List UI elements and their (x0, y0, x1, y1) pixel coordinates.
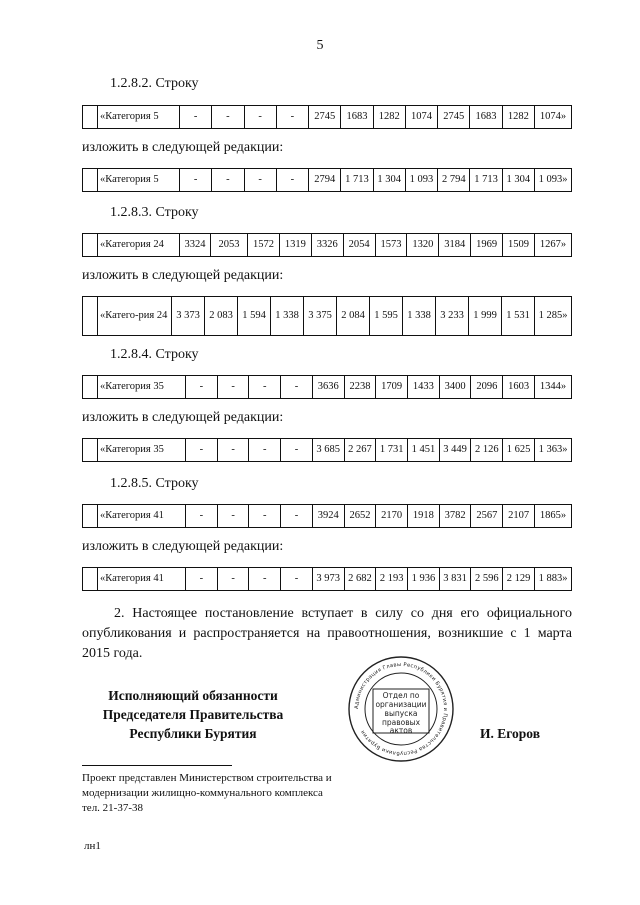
table-cell: 1 451 (408, 439, 440, 462)
table-cell: 1573 (375, 234, 407, 257)
table-cell: 1 093 (405, 169, 437, 192)
footnote-line: Проект представлен Министерством строительства и (82, 772, 332, 784)
section-heading: 1.2.8.3. Строку (110, 205, 199, 220)
category-cell: «Категория 41 (98, 568, 186, 591)
table-cell: 1 093» (535, 169, 572, 192)
signatory-title (82, 686, 304, 743)
edit-instruction: изложить в следующей редакции: (82, 140, 284, 155)
table-cell: 3 449 (439, 439, 471, 462)
table-cell: 1 713 (341, 169, 373, 192)
table-cell: 1 595 (370, 297, 403, 336)
section-heading: 1.2.8.2. Строку (110, 76, 199, 91)
table-cell: 1319 (279, 234, 311, 257)
table-cell: 1918 (408, 505, 440, 528)
table-cell: - (244, 106, 276, 129)
old-row-table (82, 375, 572, 399)
table-cell: - (180, 169, 212, 192)
old-row-table (82, 504, 572, 528)
table-cell: 1433 (408, 376, 440, 399)
table-cell: - (281, 505, 313, 528)
table-cell: 1683 (470, 106, 502, 129)
table-cell (83, 297, 98, 336)
table-cell: 2 083 (205, 297, 238, 336)
table-cell: 3400 (439, 376, 471, 399)
category-cell: «Категория 5 (98, 169, 180, 192)
table-row (83, 106, 572, 129)
table-cell: 1 713 (470, 169, 502, 192)
table-cell: 3636 (312, 376, 344, 399)
signatory-name: И. Егоров (480, 726, 541, 741)
table-cell: 1 304 (502, 169, 534, 192)
new-row-table (82, 168, 572, 192)
table-cell: - (276, 169, 308, 192)
table-cell: - (249, 568, 281, 591)
table-cell: 2053 (211, 234, 248, 257)
table-cell: 1 936 (408, 568, 440, 591)
table-cell: 1509 (503, 234, 535, 257)
table-cell: 1267» (535, 234, 572, 257)
table-cell: 2745 (309, 106, 341, 129)
old-row-table (82, 233, 572, 257)
table-cell: 1074 (405, 106, 437, 129)
stamp-text: Отдел по (382, 691, 420, 700)
table-cell: - (212, 169, 244, 192)
table-row (83, 297, 572, 336)
stamp-text: правовых (381, 718, 421, 727)
table-cell: - (276, 106, 308, 129)
table-cell: 1 731 (376, 439, 408, 462)
table-cell: 2 193 (376, 568, 408, 591)
table-cell: - (281, 439, 313, 462)
table-cell: 1709 (376, 376, 408, 399)
table-cell: 2 084 (337, 297, 370, 336)
table-cell: 1 304 (373, 169, 405, 192)
effective-date-paragraph: 2. Настоящее постановление вступает в силу со дня его официального опубликования и распространяется на правоотношения, возникшие с 1 марта 2015 года. (82, 606, 572, 661)
category-cell: «Категория 41 (98, 505, 186, 528)
table-cell: 2 794 (438, 169, 470, 192)
table-row (83, 376, 572, 399)
edit-instruction: изложить в следующей редакции: (82, 268, 284, 283)
table-cell: 1 531 (502, 297, 535, 336)
table-cell: 3 973 (312, 568, 344, 591)
table-cell: 1 999 (469, 297, 502, 336)
table-cell: 3184 (439, 234, 471, 257)
table-cell: 1 883» (535, 568, 572, 591)
footnote-line: тел. 21-37-38 (82, 802, 144, 814)
new-row-table (82, 296, 572, 336)
table-cell: 2170 (376, 505, 408, 528)
table-cell: 1865» (535, 505, 572, 528)
table-cell: 2 267 (344, 439, 376, 462)
table-cell: 1 338 (271, 297, 304, 336)
table-cell: 1683 (341, 106, 373, 129)
table-cell: - (217, 439, 249, 462)
category-cell: «Категория 35 (98, 439, 186, 462)
table-cell: 2 126 (471, 439, 503, 462)
table-cell: - (186, 439, 218, 462)
footnote-divider (82, 765, 232, 766)
signatory-title-line: Исполняющий обязанности (108, 688, 278, 703)
table-cell (83, 439, 98, 462)
table-row (83, 568, 572, 591)
table-cell: - (186, 376, 218, 399)
document-code: лн1 (84, 840, 101, 852)
table-cell: 1603 (503, 376, 535, 399)
table-cell: 2794 (309, 169, 341, 192)
table-cell: 3 373 (172, 297, 205, 336)
table-cell: 2107 (503, 505, 535, 528)
table-cell (83, 376, 98, 399)
new-row-table (82, 438, 572, 462)
table-row (83, 234, 572, 257)
table-cell (83, 568, 98, 591)
table-cell: 1 338 (403, 297, 436, 336)
table-cell: 3 233 (436, 297, 469, 336)
section-heading: 1.2.8.5. Строку (110, 476, 199, 491)
table-cell: - (217, 568, 249, 591)
table-cell (83, 169, 98, 192)
stamp-ring-text: Администрация Главы Республики Бурятия и Правительства Республики Бурятия (353, 661, 449, 757)
table-cell: 1 285» (535, 297, 572, 336)
table-cell: 2096 (471, 376, 503, 399)
table-cell: 1572 (248, 234, 280, 257)
section-heading: 1.2.8.4. Строку (110, 347, 199, 362)
table-cell: 1969 (471, 234, 503, 257)
table-cell: - (249, 505, 281, 528)
signatory-title-line: Республики Бурятия (129, 726, 257, 741)
table-cell (83, 234, 98, 257)
table-cell: 1 594 (238, 297, 271, 336)
table-row (83, 505, 572, 528)
table-cell: 3326 (311, 234, 343, 257)
table-cell: 2238 (344, 376, 376, 399)
stamp-text: организации (375, 700, 427, 709)
table-cell: 3 685 (312, 439, 344, 462)
stamp-text: актов (389, 726, 413, 735)
category-cell: «Катего-рия 24 (98, 297, 172, 336)
table-cell: - (281, 376, 313, 399)
table-cell: 3 831 (439, 568, 471, 591)
edit-instruction: изложить в следующей редакции: (82, 410, 284, 425)
table-cell: - (281, 568, 313, 591)
table-cell: 3782 (439, 505, 471, 528)
table-cell (83, 106, 98, 129)
table-cell: 2567 (471, 505, 503, 528)
table-cell: - (249, 439, 281, 462)
table-cell: 1 363» (535, 439, 572, 462)
table-cell: 1344» (535, 376, 572, 399)
table-cell: 2745 (438, 106, 470, 129)
table-cell: 3324 (180, 234, 211, 257)
table-cell: 2 682 (344, 568, 376, 591)
table-cell: - (217, 376, 249, 399)
table-cell: - (217, 505, 249, 528)
old-row-table (82, 105, 572, 129)
table-cell: - (186, 568, 218, 591)
table-cell: 3924 (312, 505, 344, 528)
table-cell: - (244, 169, 276, 192)
edit-instruction: изложить в следующей редакции: (82, 539, 284, 554)
stamp-text: выпуска (384, 709, 418, 718)
table-cell: 1074» (535, 106, 572, 129)
table-cell: 1 625 (503, 439, 535, 462)
table-cell: 1282 (373, 106, 405, 129)
signatory-title-line: Председателя Правительства (102, 707, 284, 722)
table-cell: 2 596 (471, 568, 503, 591)
page-number: 5 (316, 38, 324, 53)
table-cell: - (180, 106, 212, 129)
table-cell: 2 129 (503, 568, 535, 591)
table-cell: - (186, 505, 218, 528)
footnote (82, 771, 402, 816)
official-stamp (347, 655, 455, 763)
table-cell: - (212, 106, 244, 129)
category-cell: «Категория 35 (98, 376, 186, 399)
table-row (83, 439, 572, 462)
table-cell: 1282 (502, 106, 534, 129)
category-cell: «Категория 24 (98, 234, 180, 257)
new-row-table (82, 567, 572, 591)
footnote-line: модернизации жилищно-коммунального комплекса (82, 787, 323, 799)
table-cell (83, 505, 98, 528)
table-cell: 3 375 (304, 297, 337, 336)
category-cell: «Категория 5 (98, 106, 180, 129)
table-cell: 1320 (407, 234, 439, 257)
table-cell: 2652 (344, 505, 376, 528)
table-cell: - (249, 376, 281, 399)
table-cell: 2054 (343, 234, 375, 257)
table-row (83, 169, 572, 192)
